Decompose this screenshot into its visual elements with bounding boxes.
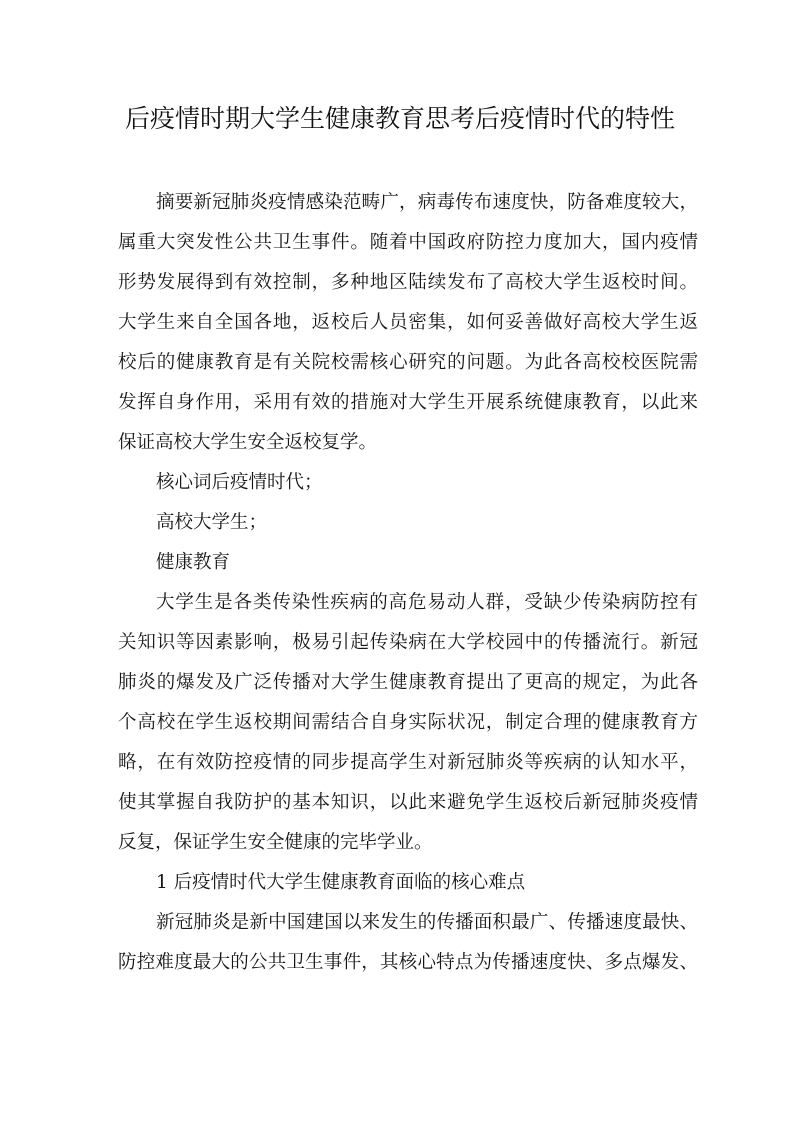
- paragraph-line: 略，在有效防控疫情的同步提高学生对新冠肺炎等疾病的认知水平，: [118, 752, 698, 773]
- paragraph-line: 防控难度最大的公共卫生事件，其核心特点为传播速度快、多点爆发、: [118, 952, 698, 973]
- paragraph-line: 大学生来自全国各地，返校后人员密集，如何妥善做好高校大学生返: [118, 312, 698, 333]
- paragraph-line: 新冠肺炎是新中国建国以来发生的传播面积最广、传播速度最快、: [156, 912, 698, 933]
- keywords-line: 核心词后疫情时代；: [156, 472, 323, 493]
- paragraph-line: 摘要新冠肺炎疫情感染范畴广，病毒传布速度快，防备难度较大，: [156, 192, 698, 213]
- section-heading: 1 后疫情时代大学生健康教育面临的核心难点: [156, 872, 526, 893]
- paragraph-line: 校后的健康教育是有关院校需核心研究的问题。为此各高校校医院需: [118, 352, 698, 373]
- paragraph-line: 属重大突发性公共卫生事件。随着中国政府防控力度加大，国内疫情: [118, 232, 698, 253]
- page-title: 后疫情时期大学生健康教育思考后疫情时代的特性: [124, 104, 675, 133]
- paragraph-line: 个高校在学生返校期间需结合自身实际状况，制定合理的健康教育方: [118, 712, 698, 733]
- keywords-line: 健康教育: [156, 552, 231, 573]
- keywords-line: 高校大学生；: [156, 512, 268, 533]
- document-body: [118, 183, 698, 983]
- paragraph-line: 保证高校大学生安全返校复学。: [118, 432, 378, 453]
- paragraph-line: 形势发展得到有效控制，多种地区陆续发布了高校大学生返校时间。: [118, 272, 698, 293]
- paragraph-line: 肺炎的爆发及广泛传播对大学生健康教育提出了更高的规定，为此各: [118, 672, 698, 693]
- paragraph-line: 发挥自身作用，采用有效的措施对大学生开展系统健康教育，以此来: [118, 392, 698, 413]
- paragraph-line: 使其掌握自我防护的基本知识，以此来避免学生返校后新冠肺炎疫情: [118, 792, 698, 813]
- paragraph-line: 大学生是各类传染性疾病的高危易动人群，受缺少传染病防控有: [156, 592, 698, 613]
- paragraph-line: 关知识等因素影响，极易引起传染病在大学校园中的传播流行。新冠: [118, 632, 698, 653]
- paragraph-line: 反复，保证学生安全健康的完毕学业。: [118, 832, 433, 853]
